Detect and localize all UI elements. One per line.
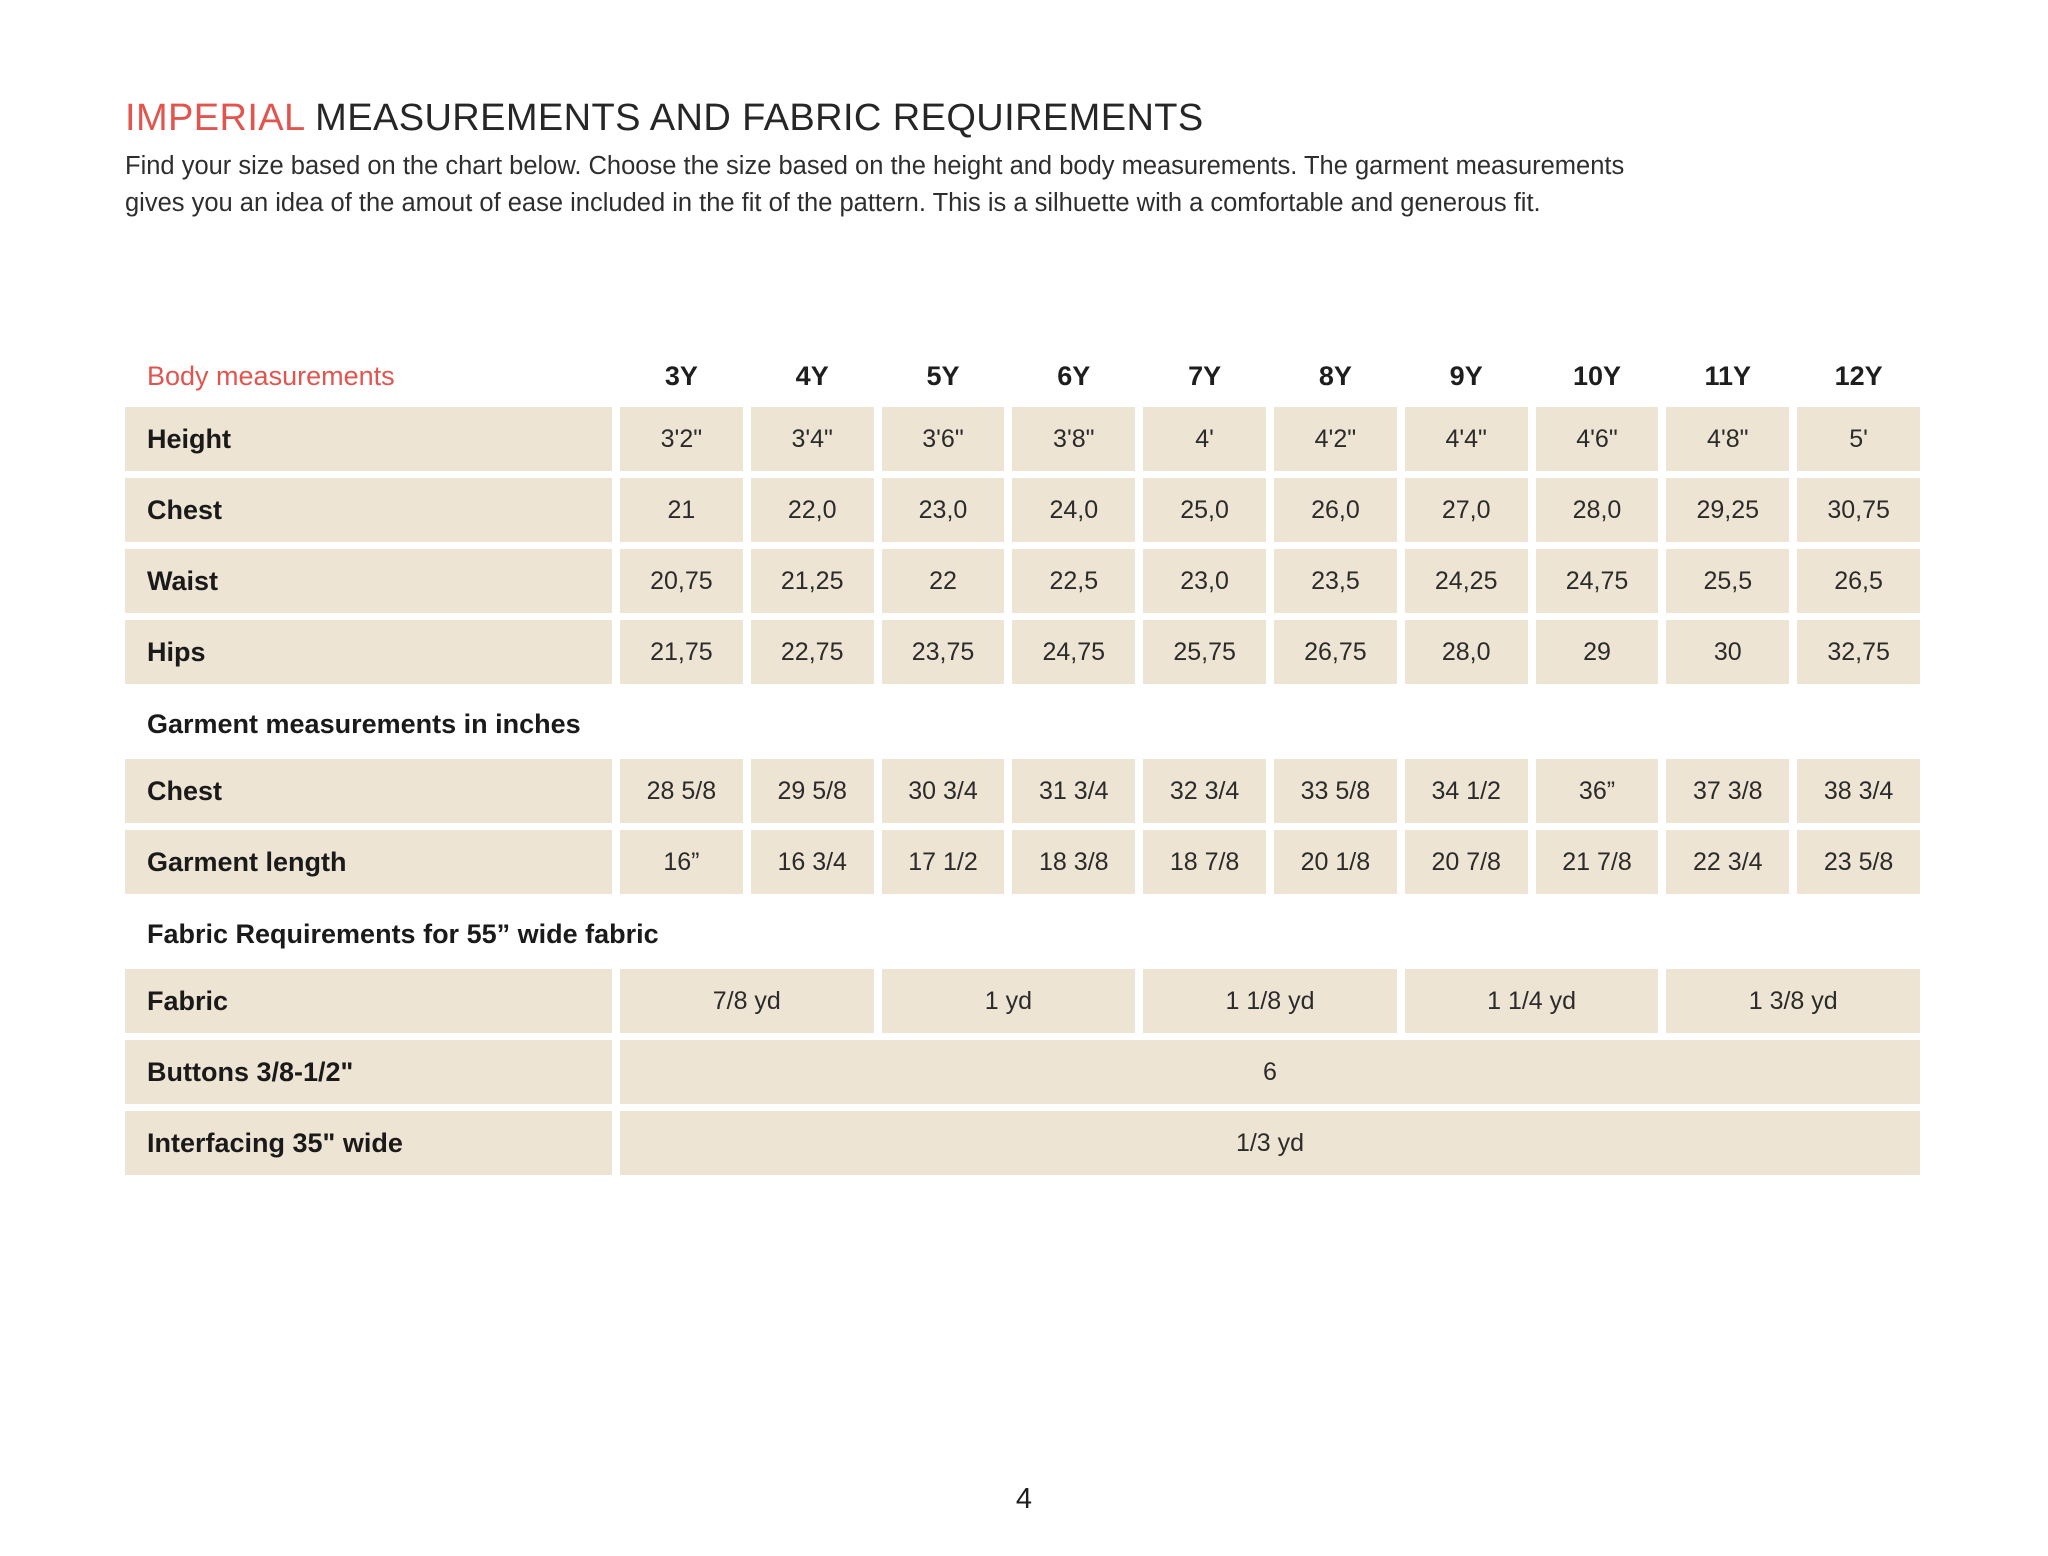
row-label: Chest: [125, 759, 612, 823]
measurement-cell: 4'6": [1536, 407, 1659, 471]
measurement-cell: 20 7/8: [1405, 830, 1528, 894]
fabric-amount-cell: 1 1/8 yd: [1143, 969, 1397, 1033]
measurement-cell: 21: [620, 478, 743, 542]
measurement-cell: 22,5: [1012, 549, 1135, 613]
row-label: Height: [125, 407, 612, 471]
measurement-cell: 4'4": [1405, 407, 1528, 471]
interfacing-amount-cell: 1/3 yd: [620, 1111, 1920, 1175]
garment-section-header: Garment measurements in inches: [147, 709, 581, 739]
measurement-cell: 4'2": [1274, 407, 1397, 471]
fabric-amount-cell: 1 1/4 yd: [1405, 969, 1659, 1033]
fabric-amount-cell: 7/8 yd: [620, 969, 874, 1033]
measurement-cell: 30: [1666, 620, 1789, 684]
measurement-cell: 21,75: [620, 620, 743, 684]
measurement-cell: 25,75: [1143, 620, 1266, 684]
measurement-cell: 37 3/8: [1666, 759, 1789, 823]
size-column-header: 3Y: [664, 361, 698, 391]
measurement-cell: 5': [1797, 407, 1920, 471]
measurement-cell: 26,0: [1274, 478, 1397, 542]
fabric-amount-cell: 1 yd: [882, 969, 1136, 1033]
size-column-header: 5Y: [926, 361, 960, 391]
page-content: [125, 96, 1920, 1175]
measurement-cell: 34 1/2: [1405, 759, 1528, 823]
size-column-header: 7Y: [1188, 361, 1222, 391]
row-label: Chest: [125, 478, 612, 542]
measurement-cell: 24,75: [1012, 620, 1135, 684]
page-title-accent: IMPERIAL: [125, 97, 305, 139]
intro-line-1: Find your size based on the chart below. Choose the size based on the height and body measurements. The garment measurements: [125, 152, 1625, 180]
measurement-cell: 25,5: [1666, 549, 1789, 613]
measurement-cell: 24,0: [1012, 478, 1135, 542]
size-column-header: 12Y: [1834, 361, 1883, 391]
measurement-cell: 23,5: [1274, 549, 1397, 613]
measurement-cell: 3'6": [882, 407, 1005, 471]
measurement-cell: 23,0: [1143, 549, 1266, 613]
measurement-cell: 23,0: [882, 478, 1005, 542]
measurement-cell: 22,75: [751, 620, 874, 684]
row-label: Hips: [125, 620, 612, 684]
measurement-cell: 23,75: [882, 620, 1005, 684]
row-label: Interfacing 35" wide: [125, 1111, 612, 1175]
measurement-cell: 29,25: [1666, 478, 1789, 542]
measurement-cell: 21 7/8: [1536, 830, 1659, 894]
measurement-cell: 21,25: [751, 549, 874, 613]
measurement-cell: 36”: [1536, 759, 1659, 823]
measurement-cell: 20 1/8: [1274, 830, 1397, 894]
page-number: 4: [1015, 1483, 1033, 1515]
size-column-header: 6Y: [1057, 361, 1091, 391]
intro-paragraph: [125, 148, 1920, 222]
measurement-cell: 29: [1536, 620, 1659, 684]
measurement-cell: 17 1/2: [882, 830, 1005, 894]
measurement-cell: 18 7/8: [1143, 830, 1266, 894]
page-title-rest: MEASUREMENTS AND FABRIC REQUIREMENTS: [315, 97, 1204, 139]
size-column-header: 8Y: [1318, 361, 1352, 391]
measurements-table: [125, 352, 1920, 1175]
measurement-cell: 28,0: [1536, 478, 1659, 542]
size-column-header: 4Y: [795, 361, 829, 391]
measurement-cell: 32,75: [1797, 620, 1920, 684]
measurement-cell: 33 5/8: [1274, 759, 1397, 823]
measurement-cell: 18 3/8: [1012, 830, 1135, 894]
fabric-section-header: Fabric Requirements for 55” wide fabric: [147, 919, 659, 949]
measurement-cell: 4'8": [1666, 407, 1789, 471]
fabric-amount-cell: 1 3/8 yd: [1666, 969, 1920, 1033]
measurement-cell: 22 3/4: [1666, 830, 1789, 894]
measurement-cell: 24,75: [1536, 549, 1659, 613]
measurement-cell: 28 5/8: [620, 759, 743, 823]
measurement-cell: 16 3/4: [751, 830, 874, 894]
measurement-cell: 31 3/4: [1012, 759, 1135, 823]
buttons-count-cell: 6: [620, 1040, 1920, 1104]
intro-line-2: gives you an idea of the amout of ease included in the fit of the pattern. This is a silhuette with a comfortable and generous fit.: [125, 189, 1541, 217]
row-label: Fabric: [125, 969, 612, 1033]
measurement-cell: 22: [882, 549, 1005, 613]
pattern-document-page: [0, 96, 2048, 1556]
size-column-header: 11Y: [1704, 361, 1752, 391]
row-label: Waist: [125, 549, 612, 613]
measurement-cell: 30,75: [1797, 478, 1920, 542]
row-label: Garment length: [125, 830, 612, 894]
measurement-cell: 25,0: [1143, 478, 1266, 542]
size-column-header: 10Y: [1572, 361, 1622, 391]
measurement-cell: 22,0: [751, 478, 874, 542]
measurement-cell: 27,0: [1405, 478, 1528, 542]
measurement-cell: 20,75: [620, 549, 743, 613]
size-column-header: 9Y: [1449, 361, 1483, 391]
measurement-cell: 26,75: [1274, 620, 1397, 684]
measurement-cell: 24,25: [1405, 549, 1528, 613]
measurement-cell: 29 5/8: [751, 759, 874, 823]
page-title: [125, 96, 1920, 140]
measurement-cell: 3'4": [751, 407, 874, 471]
measurement-cell: 23 5/8: [1797, 830, 1920, 894]
body-measurements-header: Body measurements: [147, 361, 395, 391]
measurement-cell: 32 3/4: [1143, 759, 1266, 823]
measurement-cell: 28,0: [1405, 620, 1528, 684]
measurement-cell: 16”: [620, 830, 743, 894]
row-label: Buttons 3/8-1/2": [125, 1040, 612, 1104]
measurement-cell: 30 3/4: [882, 759, 1005, 823]
measurement-cell: 3'8": [1012, 407, 1135, 471]
measurement-cell: 4': [1143, 407, 1266, 471]
measurement-cell: 26,5: [1797, 549, 1920, 613]
measurement-cell: 38 3/4: [1797, 759, 1920, 823]
measurement-cell: 3'2": [620, 407, 743, 471]
